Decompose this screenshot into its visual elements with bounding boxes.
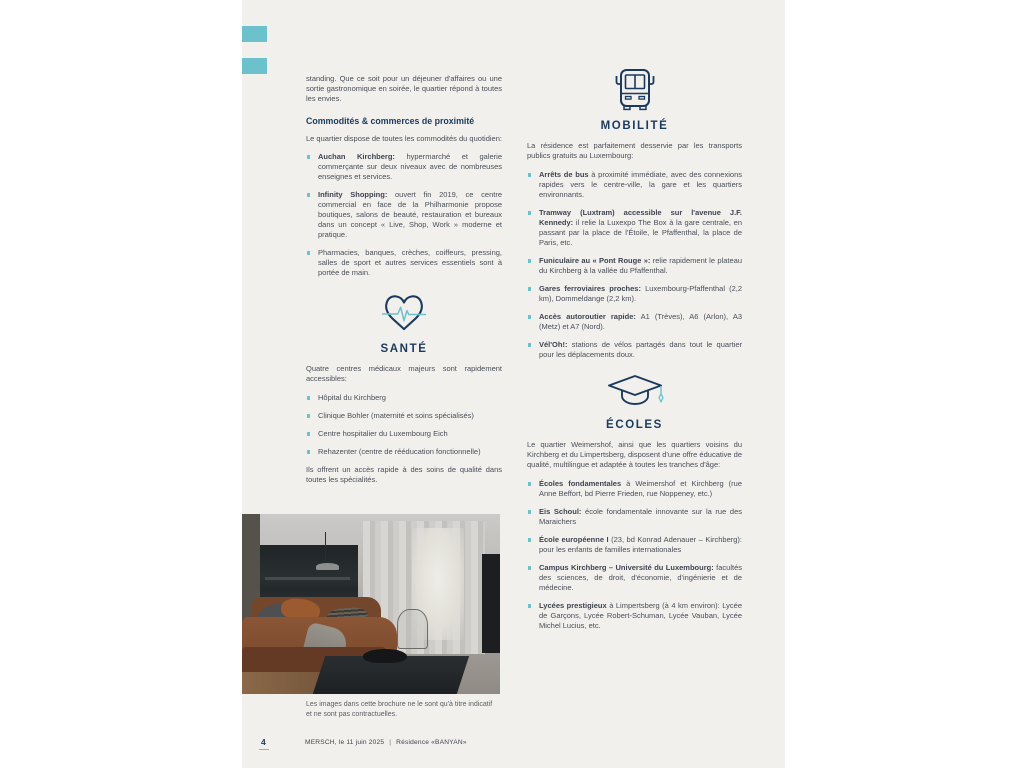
bus-icon	[613, 106, 657, 115]
heart-pulse-icon	[382, 329, 426, 338]
mobilite-list	[527, 170, 742, 360]
list-item: Funiculaire au « Pont Rouge »: relie rapidement le plateau du Kirchberg à la vallée du Pfaffenthal.	[527, 256, 742, 276]
ecoles-title: ÉCOLES	[606, 419, 663, 431]
list-item: Gares ferroviaires proches: Luxembourg-Pfaffenthal (2,2 km), Dommeldange (2,2 km).	[527, 284, 742, 304]
list-item: Centre hospitalier du Luxembourg Eich	[306, 429, 502, 439]
accent-square-bottom	[242, 58, 267, 74]
footer-publication: Résidence «BANYAN»	[396, 739, 467, 746]
photo-caption: Les images dans cette brochure ne le sont qu'à titre indicatif et ne sont pas contractuelles.	[306, 701, 493, 718]
footer-separator: |	[389, 739, 392, 746]
mobilite-icon-block	[527, 66, 742, 131]
photo-bowl	[363, 649, 407, 663]
list-item: Infinity Shopping: ouvert fin 2019, ce centre commercial en face de la Philharmonie propose boutiques, salons de beauté, restauration et bureaux dans un concept « Live, Shop, Work » moderne et pratique.	[306, 190, 502, 240]
sante-icon-block	[306, 292, 502, 354]
interior-photo	[242, 514, 500, 694]
footer-date: MERSCH, le 11 juin 2025	[305, 739, 385, 746]
sante-list	[306, 393, 502, 457]
list-item: Tramway (Luxtram) accessible sur l'avenue J.F. Kennedy: il relie la Luxexpo The Box à la gare centrale, en passant par la place de l'Étoile, le Pfaffenthal, la place de Paris, etc.	[527, 208, 742, 248]
list-item: Arrêts de bus à proximité immédiate, avec des connexions rapides vers le centre-ville, la gare et les quartiers environnants.	[527, 170, 742, 200]
photo-pendant-lamp	[316, 563, 339, 570]
list-item: Clinique Bohler (maternité et soins spécialisés)	[306, 411, 502, 421]
list-item: École européenne I (23, bd Konrad Adenauer – Kirchberg): pour les enfants de familles internationales	[527, 535, 742, 555]
left-column	[306, 74, 502, 493]
sante-lead: Quatre centres médicaux majeurs sont rapidement accessibles:	[306, 364, 502, 383]
intro-paragraph: standing. Que ce soit pour un déjeuner d'affaires ou une sortie gastronomique en soirée, le quartier répond à toutes les envies.	[306, 74, 502, 103]
commodites-list	[306, 152, 502, 278]
photo-side-chair	[397, 609, 428, 649]
sante-outro: Ils offrent un accès rapide à des soins de qualité dans toutes les spécialités.	[306, 465, 502, 484]
ecoles-icon-block	[527, 374, 742, 430]
graduation-cap-icon	[606, 405, 664, 414]
footer-line	[305, 739, 467, 746]
commodites-lead: Le quartier dispose de toutes les commodités du quotidien:	[306, 134, 502, 143]
list-item: Écoles fondamentales à Weimershof et Kirchberg (rue Anne Beffort, bd Pierre Frieden, rue Noppeney, etc.)	[527, 479, 742, 499]
mobilite-title: MOBILITÉ	[600, 120, 669, 132]
page-number: 4	[261, 737, 266, 747]
photo-shelf	[265, 577, 350, 580]
sante-title: SANTÉ	[380, 343, 428, 355]
list-item: Hôpital du Kirchberg	[306, 393, 502, 403]
page-number-underline	[259, 749, 269, 751]
list-item: Eis Schoul: école fondamentale innovante sur la rue des Maraichers	[527, 507, 742, 527]
right-column	[527, 62, 742, 639]
ecoles-list	[527, 479, 742, 631]
list-item: Rehazenter (centre de rééducation fonctionnelle)	[306, 447, 502, 457]
mobilite-lead: La résidence est parfaitement desservie par les transports publics gratuits au Luxembourg:	[527, 141, 742, 160]
brochure-page	[242, 0, 785, 768]
accent-square-top	[242, 26, 267, 42]
list-item: Accès autoroutier rapide: A1 (Trèves), A6 (Arlon), A3 (Metz) et A7 (Nord).	[527, 312, 742, 332]
commodites-heading: Commodités & commerces de proximité	[306, 116, 475, 126]
list-item: Auchan Kirchberg: hypermarché et galerie commerçante sur deux niveaux avec de nombreuses enseignes et services.	[306, 152, 502, 182]
ecoles-lead: Le quartier Weimershof, ainsi que les quartiers voisins du Kirchberg et du Limpertsberg, disposent d'une offre éducative de qualité, multilingue et adaptée à toutes les tranches d'âge:	[527, 440, 742, 469]
list-item: Vél'Oh!: stations de vélos partagés dans tout le quartier pour les déplacements doux.	[527, 340, 742, 360]
list-item: Campus Kirchberg – Université du Luxembourg: facultés des sciences, de droit, d'économie, d'ingénierie et de médecine.	[527, 563, 742, 593]
photo-tv	[482, 554, 500, 653]
list-item: Pharmacies, banques, crèches, coiffeurs, pressing, salles de sport et autres services essentiels sont à portée de main.	[306, 248, 502, 278]
list-item: Lycées prestigieux à Limpertsberg (à 4 km environ): Lycée de Garçons, Lycée Robert-Schuman, Lycée Vauban, Lycée Michel Lucius, etc.	[527, 601, 742, 631]
photo-pendant-cord	[325, 532, 326, 564]
